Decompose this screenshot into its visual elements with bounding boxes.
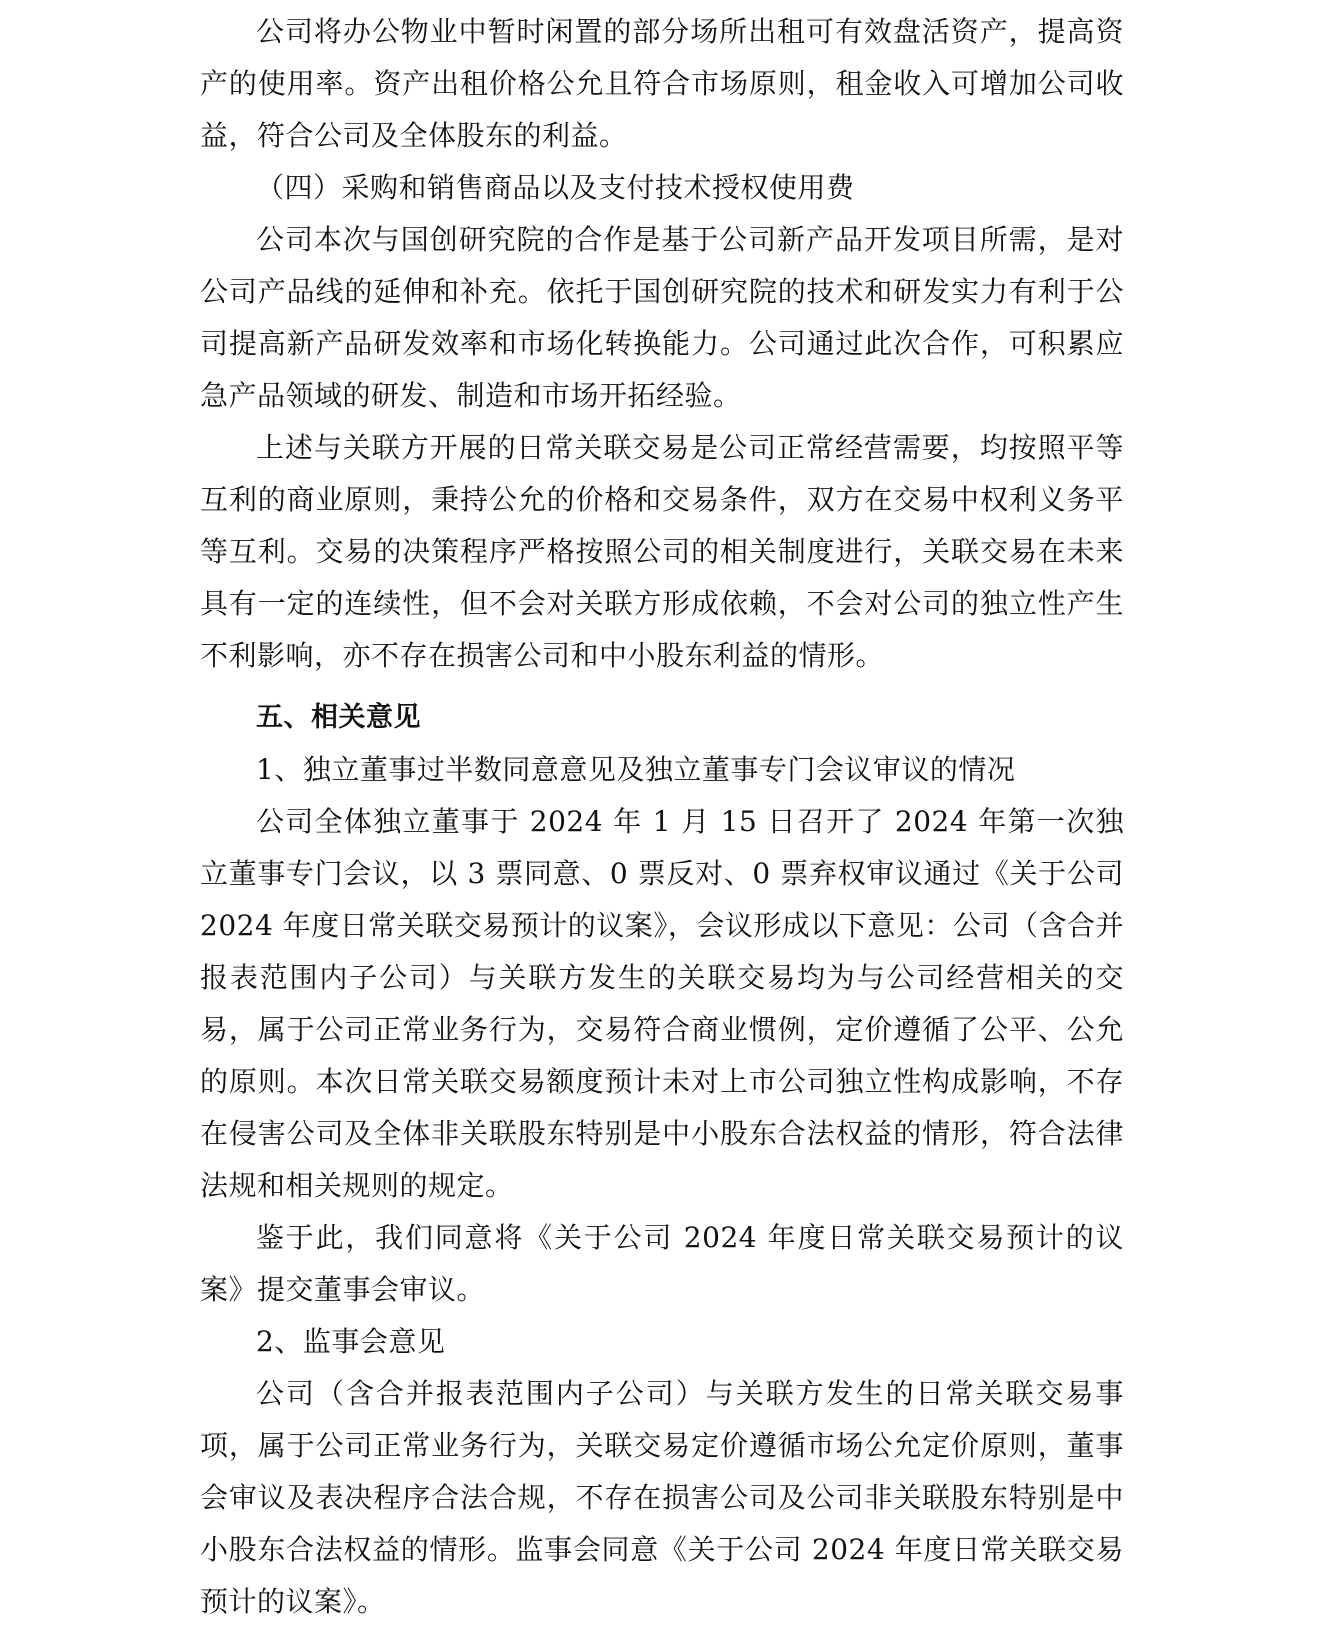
paragraph-research-cooperation: 公司本次与国创研究院的合作是基于公司新产品开发项目所需，是对公司产品线的延伸和补充。依托于国创研究院的技术和研发实力有利于公司提高新产品研发效率和市场化转换能力。公司通过此次合作，可积累应急产品领域的研发、制造和市场开拓经验。 xyxy=(200,223,1124,412)
section-heading-opinions: 五、相关意见 xyxy=(256,702,421,733)
paragraph-asset-leasing: 公司将办公物业中暂时闲置的部分场所出租可有效盘活资产，提高资产的使用率。资产出租价格公允且符合市场原则，租金收入可增加公司收益，符合公司及全体股东的利益。 xyxy=(200,15,1124,152)
subheading-supervisory-board: 2、监事会意见 xyxy=(256,1325,446,1358)
subheading-procurement-sales: （四）采购和销售商品以及支付技术授权使用费 xyxy=(256,171,855,204)
paragraph-board-submission: 鉴于此，我们同意将《关于公司 2024 年度日常关联交易预计的议案》提交董事会审议。 xyxy=(200,1221,1124,1306)
document-page xyxy=(200,6,1124,1628)
paragraph-independent-directors-opinion: 公司全体独立董事于 2024 年 1 月 15 日召开了 2024 年第一次独立董事专门会议，以 3 票同意、0 票反对、0 票弃权审议通过《关于公司 2024 年度日常关联交易预计的议案》，会议形成以下意见：公司（含合并报表范围内子公司）与关联方发生的关联交易均为与公司经营相关的交易，属于公司正常业务行为，交易符合商业惯例，定价遵循了公平、公允的原则。本次日常关联交易额度预计未对上市公司独立性构成影响，不存在侵害公司及全体非关联股东特别是中小股东合法权益的情形，符合法律法规和相关规则的规定。 xyxy=(200,805,1124,1202)
paragraph-related-transactions-summary: 上述与关联方开展的日常关联交易是公司正常经营需要，均按照平等互利的商业原则，秉持公允的价格和交易条件，双方在交易中权利义务平等互利。交易的决策程序严格按照公司的相关制度进行，关联交易在未来具有一定的连续性，但不会对关联方形成依赖，不会对公司的独立性产生不利影响，亦不存在损害公司和中小股东利益的情形。 xyxy=(200,431,1124,672)
subheading-independent-directors: 1、独立董事过半数同意意见及独立董事专门会议审议的情况 xyxy=(256,753,1016,786)
paragraph-supervisory-board-opinion: 公司（含合并报表范围内子公司）与关联方发生的日常关联交易事项，属于公司正常业务行为，关联交易定价遵循市场公允定价原则，董事会审议及表决程序合法合规，不存在损害公司及公司非关联股东特别是中小股东合法权益的情形。监事会同意《关于公司 2024 年度日常关联交易预计的议案》。 xyxy=(200,1377,1124,1618)
